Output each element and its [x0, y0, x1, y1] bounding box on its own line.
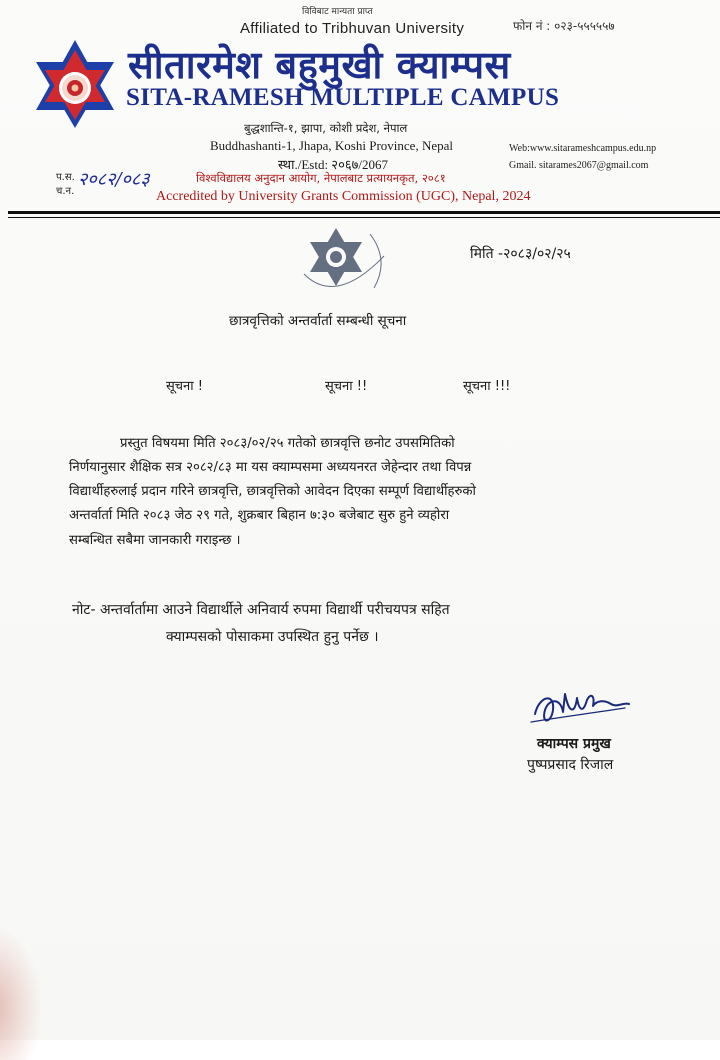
- body-line: प्रस्तुत विषयमा मिति २०८३/०२/२५ गतेको छात्रवृत्ति छनोट उपसमितिको: [120, 436, 455, 451]
- phone-number: फोन नं : ०२३-५५५५५७: [513, 19, 615, 33]
- signatory-title: क्याम्पस प्रमुख: [537, 736, 611, 752]
- reference-number: २०८२/०८३: [78, 169, 150, 190]
- handwritten-signature: [525, 684, 645, 732]
- body-line: अन्तर्वार्ता मिति २०८३ जेठ २९ गते, शुक्रबार बिहान ७:३० बजेबाट सुरु हुने व्यहोरा: [69, 508, 450, 523]
- ref-label-ps: प.स.: [56, 172, 75, 183]
- notice-word-3: सूचना !!!: [463, 379, 511, 394]
- campus-name-english: SITA-RAMESH MULTIPLE CAMPUS: [126, 84, 560, 111]
- established-year: स्था./Estd: २०६७/2067: [278, 157, 388, 172]
- paper-stain: [0, 930, 40, 1060]
- note-line: नोट- अन्तर्वार्तामा आउने विद्यार्थीले अनिवार्य रुपमा विद्यार्थी परीचयपत्र सहित: [72, 602, 450, 618]
- notice-word-2: सूचना !!: [325, 379, 368, 394]
- header-rule-thin: [8, 217, 720, 218]
- campus-seal-stamp: [296, 226, 396, 310]
- email: Gmail. sitarames2067@gmail.com: [509, 160, 649, 171]
- body-line: विद्यार्थीहरुलाई प्रदान गरिने छात्रवृत्ति, छात्रवृत्तिको आवेदन दिएका सम्पूर्ण विद्यार्थीहरुको: [69, 484, 476, 499]
- ref-label-cn: च.न.: [56, 186, 75, 197]
- body-line: सम्बन्धित सबैमा जानकारी गराइन्छ ।: [69, 533, 241, 548]
- note-line: क्याम्पसको पोसाकमा उपस्थित हुनु पर्नेछ ।: [166, 629, 379, 645]
- recognition-text: विविबाट मान्यता प्राप्त: [302, 7, 373, 17]
- signatory-name: पुष्पप्रसाद रिजाल: [527, 757, 614, 773]
- notice-word-1: सूचना !: [166, 379, 203, 394]
- campus-emblem-icon: [34, 38, 116, 130]
- address-nepali: बुद्धशान्ति-१, झापा, कोशी प्रदेश, नेपाल: [244, 121, 408, 135]
- website: Web:www.sitarameshcampus.edu.np: [509, 143, 657, 154]
- ugc-accreditation-english: Accredited by University Grants Commission (UGC), Nepal, 2024: [156, 189, 531, 204]
- ugc-accreditation-nepali: विश्वविद्यालय अनुदान आयोग, नेपालबाट प्रत्यायनकृत, २०८१: [196, 171, 446, 185]
- address-english: Buddhashanti-1, Jhapa, Koshi Province, Nepal: [210, 138, 453, 153]
- campus-name-nepali: सीतारमेश बहुमुखी क्याम्पस: [128, 43, 511, 87]
- affiliation-text: Affiliated to Tribhuvan University: [240, 20, 465, 37]
- header-rule-thick: [8, 211, 720, 214]
- notice-date: मिति -२०८३/०२/२५: [470, 246, 571, 262]
- body-line: निर्णयानुसार शैक्षिक सत्र २०८२/८३ मा यस क्याम्पसमा अध्ययनरत जेहेन्दार तथा विपन्न: [69, 460, 472, 475]
- notice-subject: छात्रवृत्तिको अन्तर्वार्ता सम्बन्धी सूचना: [229, 313, 407, 329]
